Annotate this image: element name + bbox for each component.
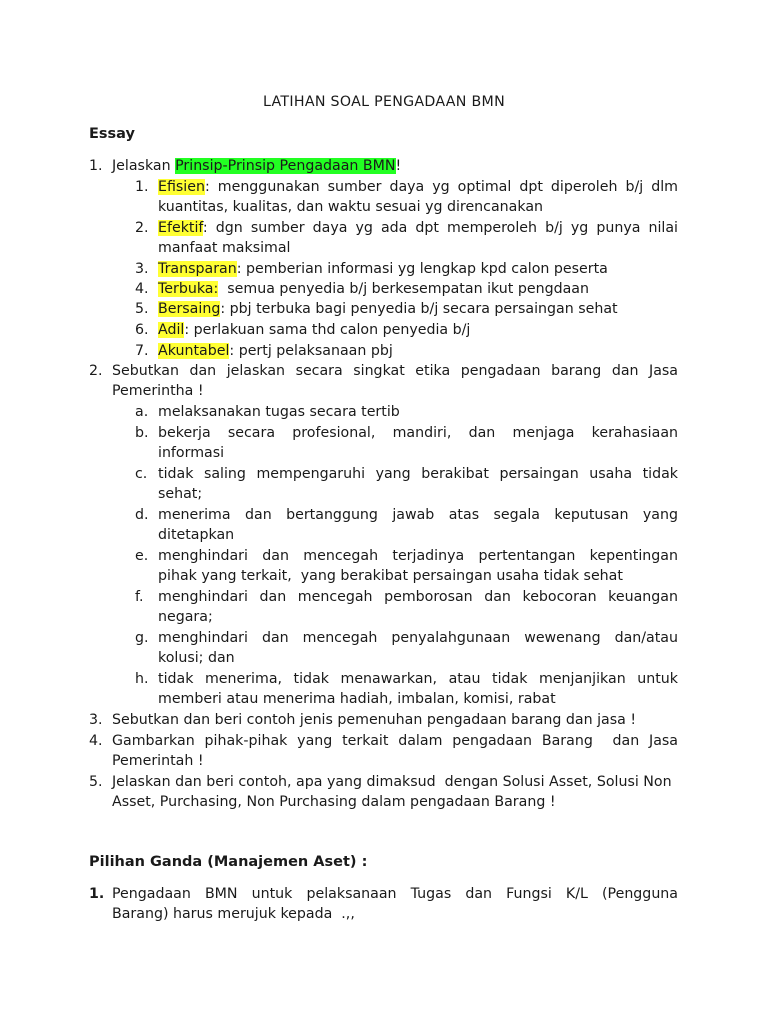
essay-heading: Essay bbox=[89, 126, 135, 142]
item-letter: d. bbox=[135, 507, 149, 523]
question-number: 1. bbox=[89, 886, 105, 902]
item-letter: e. bbox=[135, 548, 149, 564]
item-text bbox=[158, 218, 678, 239]
item-letter: h. bbox=[135, 671, 149, 687]
item-desc: : pbj terbuka bagi penyedia b/j secara persaingan sehat bbox=[220, 301, 618, 317]
question-text-cont: Barang) harus merujuk kepada .,, bbox=[112, 906, 355, 922]
item-letter: a. bbox=[135, 404, 149, 420]
item-desc: : pertj pelaksanaan pbj bbox=[229, 343, 393, 359]
item-desc: : menggunakan sumber daya yg optimal dpt diperoleh b/j dlm bbox=[204, 179, 678, 195]
item-number: 6. bbox=[135, 322, 149, 338]
item-desc: : pemberian informasi yg lengkap kpd calon peserta bbox=[236, 261, 608, 277]
principle-term: Bersaing bbox=[158, 301, 221, 317]
item-text-cont: kolusi; dan bbox=[158, 650, 235, 666]
question-prefix: Jelaskan bbox=[112, 158, 176, 174]
item-text: menghindari dan mencegah pemborosan dan kebocoran keuangan bbox=[158, 589, 678, 605]
item-text: menerima dan bertanggung jawab atas segala keputusan yang bbox=[158, 507, 678, 523]
page-title: LATIHAN SOAL PENGADAAN BMN bbox=[262, 94, 506, 110]
item-number: 7. bbox=[135, 343, 149, 359]
question-text: Jelaskan dan beri contoh, apa yang dimaksud dengan Solusi Asset, Solusi Non bbox=[112, 774, 672, 790]
item-text-cont: manfaat maksimal bbox=[158, 240, 291, 256]
item-text-cont: pihak yang terkait, yang berakibat persaingan usaha tidak sehat bbox=[158, 568, 623, 584]
item-text-cont: ditetapkan bbox=[158, 527, 235, 543]
item-number: 2. bbox=[135, 220, 149, 236]
principle-term: Transparan bbox=[158, 261, 237, 277]
item-text bbox=[158, 259, 608, 280]
item-desc: : dgn sumber daya yg ada dpt memperoleh b/j yg punya nilai bbox=[202, 220, 678, 236]
question-text-cont: Pemerintha ! bbox=[112, 383, 204, 399]
question-number: 4. bbox=[89, 733, 103, 749]
principle-term: Adil bbox=[158, 322, 185, 338]
item-number: 1. bbox=[135, 179, 149, 195]
item-letter: g. bbox=[135, 630, 149, 646]
principle-term: Efisien bbox=[158, 179, 205, 195]
question-text-cont: Asset, Purchasing, Non Purchasing dalam pengadaan Barang ! bbox=[112, 794, 556, 810]
item-text bbox=[158, 320, 470, 341]
highlighted-topic: Prinsip-Prinsip Pengadaan BMN bbox=[175, 158, 396, 174]
item-text-cont: memberi atau menerima hadiah, imbalan, komisi, rabat bbox=[158, 691, 556, 707]
item-text: menghindari dan mencegah penyalahgunaan wewenang dan/atau bbox=[158, 630, 678, 646]
item-text bbox=[158, 341, 393, 362]
question-suffix: ! bbox=[395, 158, 402, 174]
principle-term: Terbuka: bbox=[158, 281, 219, 297]
question-number: 3. bbox=[89, 712, 103, 728]
question-text bbox=[112, 156, 401, 177]
question-text-cont: Pemerintah ! bbox=[112, 753, 204, 769]
item-text-cont: kuantitas, kualitas, dan waktu sesuai yg direncanakan bbox=[158, 199, 544, 215]
item-letter: b. bbox=[135, 425, 149, 441]
principle-term: Akuntabel bbox=[158, 343, 230, 359]
item-desc: : perlakuan sama thd calon penyedia b/j bbox=[184, 322, 471, 338]
item-number: 4. bbox=[135, 281, 149, 297]
principle-term: Efektif bbox=[158, 220, 203, 236]
item-text: tidak saling mempengaruhi yang berakibat persaingan usaha tidak bbox=[158, 466, 678, 482]
item-text bbox=[158, 279, 589, 300]
question-text: Sebutkan dan jelaskan secara singkat etika pengadaan barang dan Jasa bbox=[112, 363, 678, 379]
item-number: 5. bbox=[135, 301, 149, 317]
item-text: menghindari dan mencegah terjadinya pertentangan kepentingan bbox=[158, 548, 678, 564]
item-text: melaksanakan tugas secara tertib bbox=[158, 404, 400, 420]
question-text: Sebutkan dan beri contoh jenis pemenuhan pengadaan barang dan jasa ! bbox=[112, 712, 637, 728]
item-text bbox=[158, 177, 678, 198]
item-letter: f. bbox=[135, 589, 144, 605]
item-text: tidak menerima, tidak menawarkan, atau tidak menjanjikan untuk bbox=[158, 671, 678, 687]
question-number: 1. bbox=[89, 158, 103, 174]
question-number: 2. bbox=[89, 363, 103, 379]
item-text-cont: negara; bbox=[158, 609, 213, 625]
item-desc: semua penyedia b/j berkesempatan ikut pengdaan bbox=[218, 281, 589, 297]
item-text: bekerja secara profesional, mandiri, dan menjaga kerahasiaan bbox=[158, 425, 678, 441]
question-number: 5. bbox=[89, 774, 103, 790]
item-text-cont: informasi bbox=[158, 445, 225, 461]
multiple-choice-heading: Pilihan Ganda (Manajemen Aset) : bbox=[89, 854, 368, 870]
item-text bbox=[158, 299, 618, 320]
question-text: Pengadaan BMN untuk pelaksanaan Tugas dan Fungsi K/L (Pengguna bbox=[112, 886, 678, 902]
item-letter: c. bbox=[135, 466, 148, 482]
question-text: Gambarkan pihak-pihak yang terkait dalam pengadaan Barang dan Jasa bbox=[112, 733, 678, 749]
item-number: 3. bbox=[135, 261, 149, 277]
item-text-cont: sehat; bbox=[158, 486, 203, 502]
